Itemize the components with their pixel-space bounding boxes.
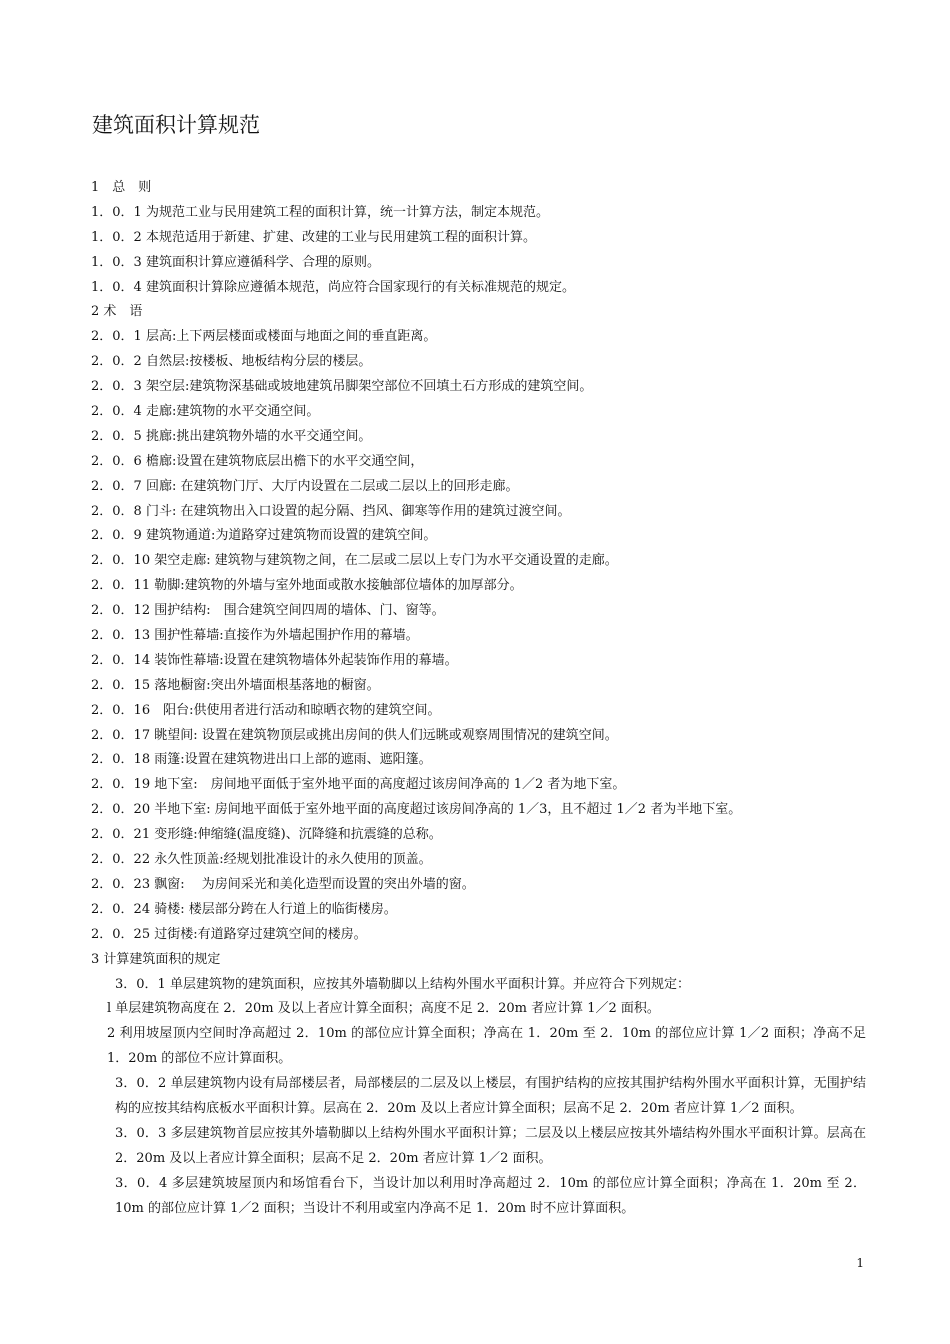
definition-line: 2．0．9 建筑物通道:为道路穿过建筑物而设置的建筑空间。 (91, 528, 437, 544)
definition-line: 2．0．3 架空层:建筑物深基础或坡地建筑吊脚架空部位不回填土石方形成的建筑空间。 (91, 379, 593, 395)
definition-line: 2．0．20 半地下室: 房间地平面低于室外地平面的高度超过该房间净高的 1／3，且不超过 1／2 者为半地下室。 (91, 802, 742, 818)
document-body (91, 176, 866, 1222)
clause-line: 1．0．3 建筑面积计算应遵循科学、合理的原则。 (91, 254, 380, 270)
definition-line: 2．0．5 挑廊:挑出建筑物外墙的水平交通空间。 (91, 428, 372, 444)
definition-line: 2．0．16 阳台:供使用者进行活动和晾晒衣物的建筑空间。 (91, 702, 441, 718)
definition-line: 2．0．17 眺望间: 设置在建筑物顶层或挑出房间的供人们远眺或观察周围情况的建筑空间。 (91, 727, 618, 743)
rule-paragraph: 3．0．2 单层建筑物内设有局部楼层者，局部楼层的二层及以上楼层，有围护结构的应按其围护结构外围水平面积计算，无围护结构的应按其结构底板水平面积计算。层高在 2．20m 及以上者应计算全面积；层高不足 2．20m 者应计算 1／2 面积。 (115, 1076, 866, 1117)
clause-line: 1．0．4 建筑面积计算除应遵循本规范，尚应符合国家现行的有关标准规范的规定。 (91, 279, 575, 295)
definition-line: 2．0．13 围护性幕墙:直接作为外墙起围护作用的幕墙。 (91, 628, 419, 644)
document-title: 建筑面积计算规范 (92, 113, 260, 137)
section-heading: 2 术 语 (91, 304, 143, 320)
definition-line: 2．0．6 檐廊:设置在建筑物底层出檐下的水平交通空间， (91, 453, 424, 469)
definition-line: 2．0．12 围护结构: 围合建筑空间四周的墙体、门、窗等。 (91, 603, 445, 619)
definition-line: 2．0．8 门斗: 在建筑物出入口设置的起分隔、挡风、御寒等作用的建筑过渡空间。 (91, 503, 571, 519)
definition-line: 2．0．18 雨篷:设置在建筑物进出口上部的遮雨、遮阳篷。 (91, 752, 432, 768)
rule-item: l 单层建筑物高度在 2．20m 及以上者应计算全面积；高度不足 2．20m 者应计算 1／2 面积。 (107, 1001, 660, 1017)
definition-line: 2．0．21 变形缝:伸缩缝(温度缝)、沉降缝和抗震缝的总称。 (91, 827, 442, 843)
section-heading: 3 计算建筑面积的规定 (91, 951, 221, 967)
definition-line: 2．0．14 装饰性幕墙:设置在建筑物墙体外起装饰作用的幕墙。 (91, 652, 458, 668)
rule-paragraph: 3．0．4 多层建筑坡屋顶内和场馆看台下，当设计加以利用时净高超过 2．10m 的部位应计算全面积；净高在 1．20m 至 2．10m 的部位应计算 1／2 面积；当设计不利用或室内净高不足 1．20m 时不应计算面积。 (115, 1175, 866, 1216)
clause-line: 1．0．2 本规范适用于新建、扩建、改建的工业与民用建筑工程的面积计算。 (91, 229, 536, 245)
definition-line: 2．0．10 架空走廊: 建筑物与建筑物之间，在二层或二层以上专门为水平交通设置的走廊。 (91, 553, 618, 569)
definition-line: 2．0．25 过街楼:有道路穿过建筑空间的楼房。 (91, 926, 367, 942)
definition-line: 2．0．24 骑楼: 楼层部分跨在人行道上的临街楼房。 (91, 901, 397, 917)
page-number: 1 (856, 1256, 864, 1270)
definition-line: 2．0．11 勒脚:建筑物的外墙与室外地面或散水接触部位墙体的加厚部分。 (91, 578, 523, 594)
rule-item: 2 利用坡屋顶内空间时净高超过 2．10m 的部位应计算全面积；净高在 1．20m 至 2．10m 的部位应计算 1／2 面积；净高不足 1．20m 的部位不应计算面积。 (107, 1026, 866, 1067)
definition-line: 2．0．7 回廊: 在建筑物门厅、大厅内设置在二层或二层以上的回形走廊。 (91, 478, 519, 494)
definition-line: 2．0．1 层高:上下两层楼面或楼面与地面之间的垂直距离。 (91, 329, 437, 345)
definition-line: 2．0．19 地下室: 房间地平面低于室外地平面的高度超过该房间净高的 1／2 者为地下室。 (91, 777, 626, 793)
clause-line: 1．0．1 为规范工业与民用建筑工程的面积计算，统一计算方法，制定本规范。 (91, 204, 549, 220)
definition-line: 2．0．2 自然层:按楼板、地板结构分层的楼层。 (91, 354, 372, 370)
definition-line: 2．0．15 落地橱窗:突出外墙面根基落地的橱窗。 (91, 677, 380, 693)
definition-line: 2．0．23 飘窗: 为房间采光和美化造型而设置的突出外墙的窗。 (91, 876, 475, 892)
section-heading: 1 总 则 (91, 180, 152, 195)
definition-line: 2．0．4 走廊:建筑物的水平交通空间。 (91, 404, 320, 420)
definition-line: 2．0．22 永久性顶盖:经规划批准设计的永久使用的顶盖。 (91, 852, 432, 868)
rule-paragraph: 3．0．3 多层建筑物首层应按其外墙勒脚以上结构外围水平面积计算；二层及以上楼层应按其外墙结构外围水平面积计算。层高在 2．20m 及以上者应计算全面积；层高不足 2．20m 者应计算 1／2 面积。 (115, 1125, 866, 1166)
rule-paragraph: 3．0．1 单层建筑物的建筑面积，应按其外墙勒脚以上结构外围水平面积计算。并应符合下列规定： (115, 976, 690, 992)
